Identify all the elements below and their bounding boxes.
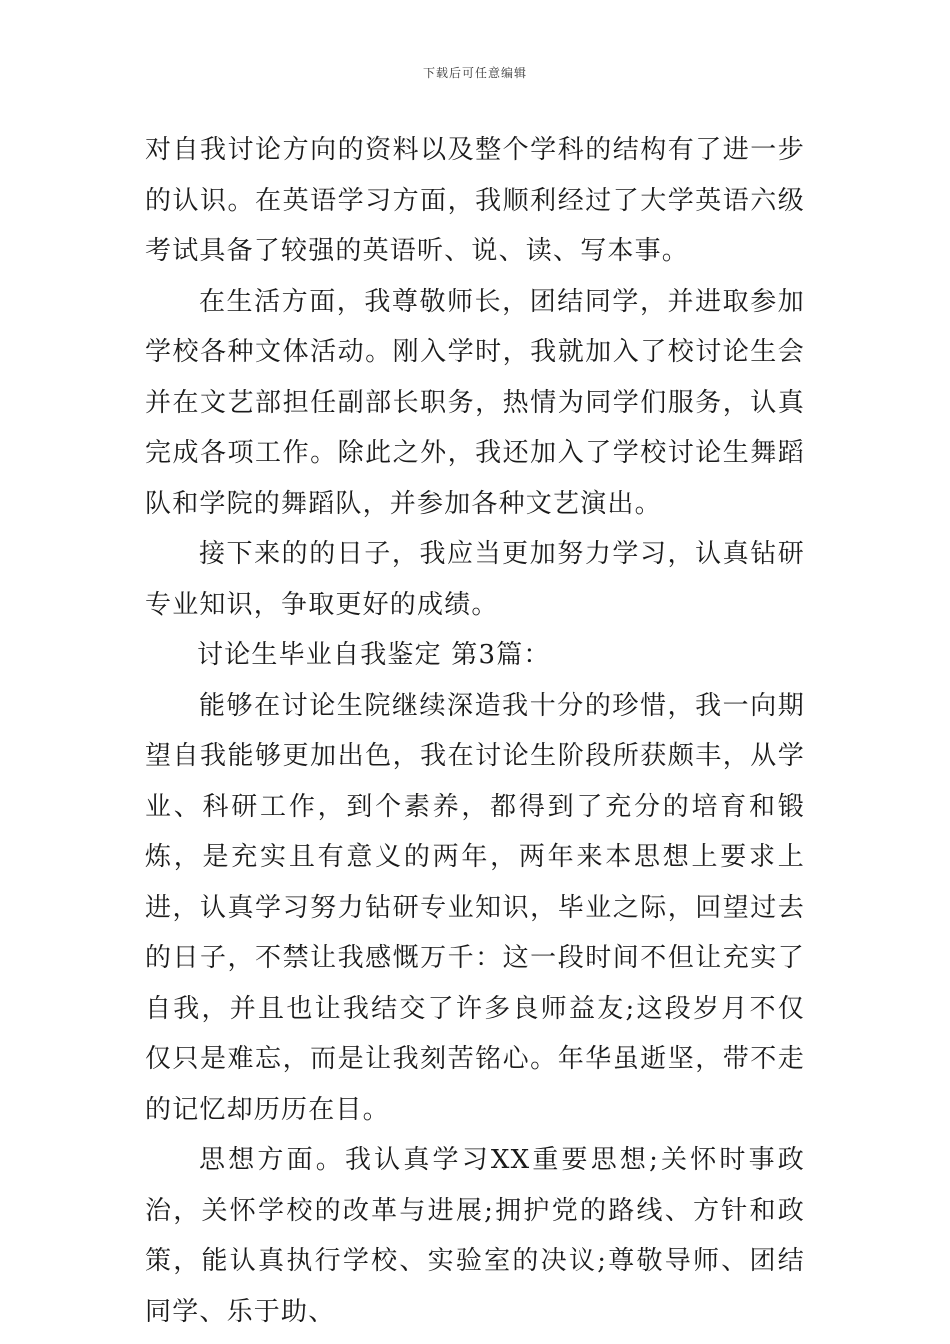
paragraph-thought: 思想方面。我认真学习XX重要思想;关怀时事政治，关怀学校的改革与进展;拥护党的路线、方针和政策，能认真执行学校、实验室的决议;尊敬导师、团结同学、乐于助、 — [145, 1145, 805, 1327]
section-heading: 讨论生毕业自我鉴定 第3篇： — [197, 640, 551, 670]
paragraph-life: 在生活方面，我尊敬师长，团结同学，并进取参加学校各种文体活动。刚入学时，我就加入了校讨论生会并在文艺部担任副部长职务，热情为同学们服务，认真完成各项工作。除此之外，我还加入了学校讨论生舞蹈队和学院的舞蹈队，并参加各种文艺演出。 — [145, 286, 805, 519]
paragraph-reflection: 能够在讨论生院继续深造我十分的珍惜，我一向期望自我能够更加出色，我在讨论生阶段所获颇丰，从学业、科研工作，到个素养，都得到了充分的培育和锻炼，是充实且有意义的两年，两年来本思想上要求上进，认真学习努力钻研专业知识，毕业之际，回望过去的日子，不禁让我感慨万千：这一段时间不但让充实了自我，并且也让我结交了许多良师益友;这段岁月不仅仅只是难忘，而是让我刻苦铭心。年华虽逝坚，带不走的记忆却历历在目。 — [145, 690, 805, 1125]
paragraph-future: 接下来的的日子，我应当更加努力学习，认真钻研专业知识，争取更好的成绩。 — [145, 539, 805, 620]
page-header-note: 下载后可任意编辑 — [422, 66, 527, 80]
document-body — [145, 125, 805, 1337]
paragraph-continuation: 对自我讨论方向的资料以及整个学科的结构有了进一步的认识。在英语学习方面，我顺利经过了大学英语六级考试具备了较强的英语听、说、读、写本事。 — [145, 135, 805, 266]
